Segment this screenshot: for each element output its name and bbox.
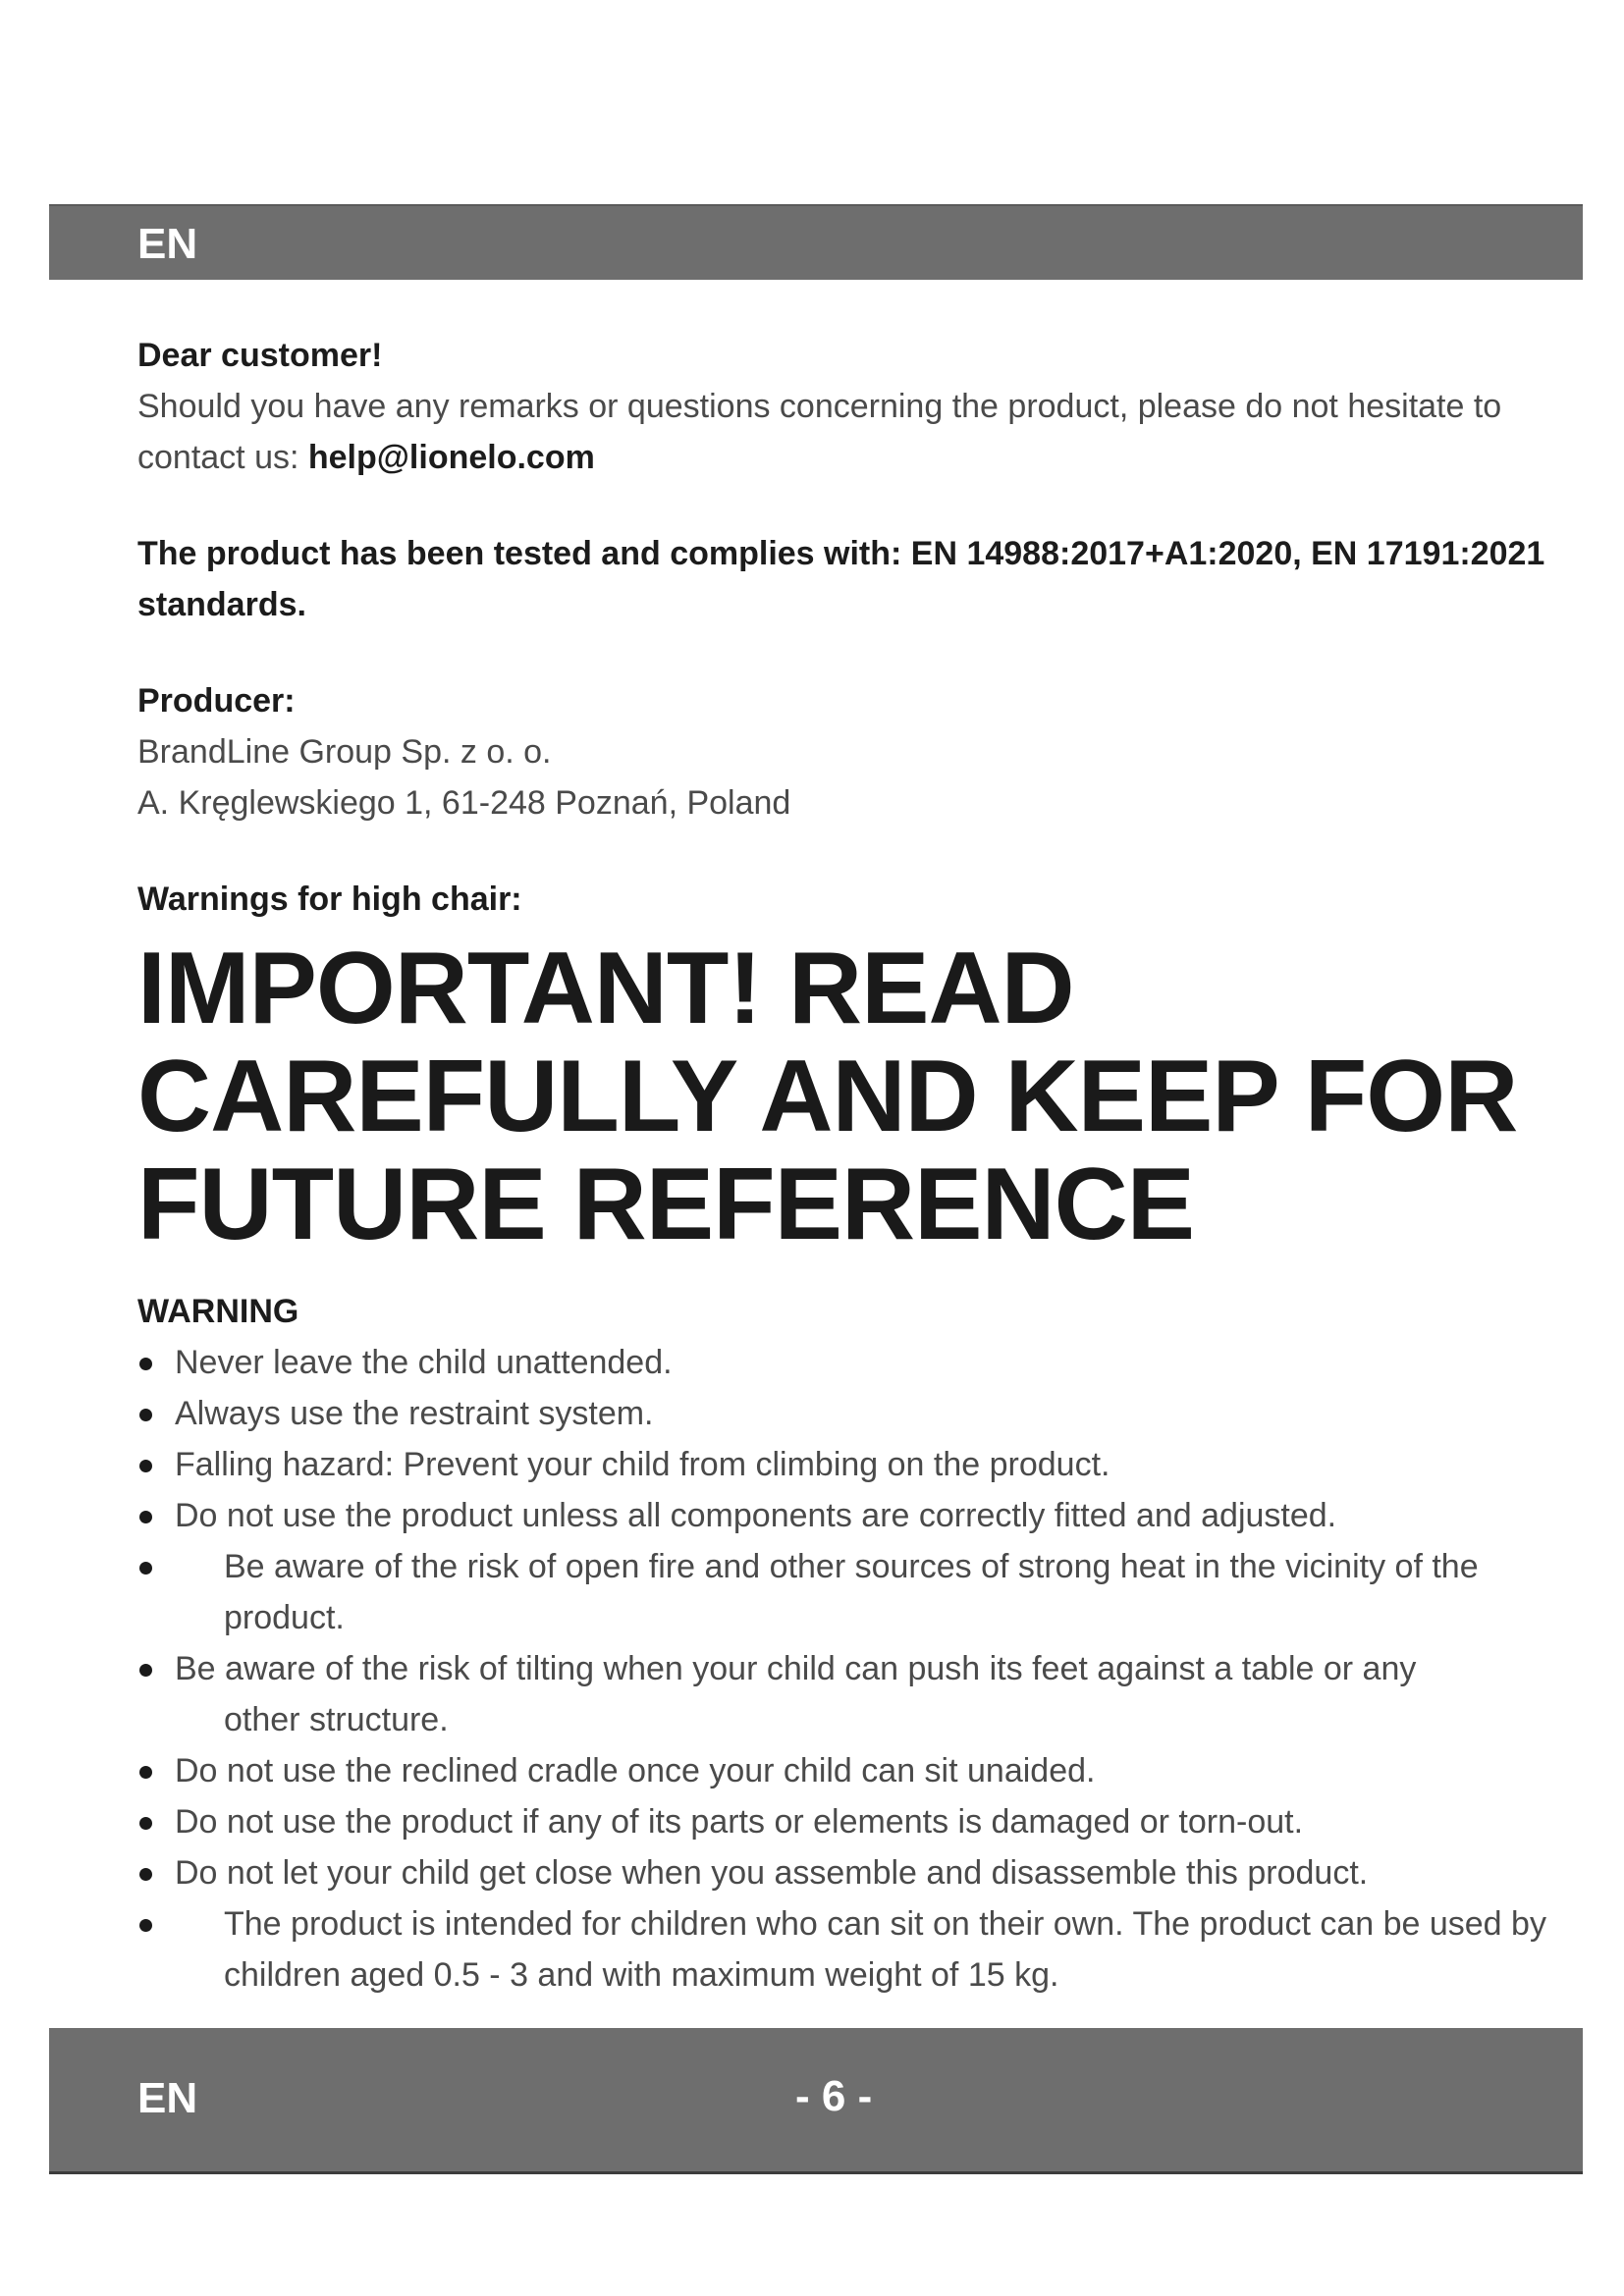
bullet-icon — [139, 1562, 152, 1575]
list-item — [137, 1796, 1551, 1847]
list-item-text: Do not let your child get close when you assemble and disassemble this product. — [175, 1854, 1369, 1892]
bullet-icon — [139, 1919, 152, 1932]
compliance-statement: The product has been tested and complies with: EN 14988:2017+A1:2020, EN 17191:2021 standards. — [137, 535, 1545, 623]
language-label: EN — [137, 220, 198, 268]
list-item — [137, 1847, 1551, 1898]
warning-list — [137, 1337, 1551, 2001]
list-item-text: Never leave the child unattended. — [175, 1344, 673, 1381]
producer-title: Producer: — [137, 682, 296, 720]
list-item-text: Do not use the reclined cradle once your child can sit unaided. — [175, 1752, 1096, 1789]
list-item-text: Falling hazard: Prevent your child from climbing on the product. — [175, 1446, 1110, 1483]
list-item-text: Do not use the product if any of its parts or elements is damaged or torn-out. — [175, 1803, 1304, 1841]
list-item-text: other structure. — [224, 1701, 449, 1738]
footer-language-label: EN — [137, 2074, 198, 2122]
bullet-icon — [139, 1409, 152, 1421]
list-item — [137, 1439, 1551, 1490]
list-item — [137, 1643, 1551, 1745]
warnings-intro: Warnings for high chair: — [137, 881, 522, 918]
bullet-icon — [139, 1664, 152, 1677]
greeting-title: Dear customer! — [137, 337, 383, 374]
bullet-icon — [139, 1766, 152, 1779]
bullet-icon — [139, 1358, 152, 1370]
greeting-text — [137, 381, 1551, 483]
bullet-icon — [139, 1460, 152, 1472]
bullet-icon — [139, 1868, 152, 1881]
headline: IMPORTANT! READ CAREFULLY AND KEEP FOR FUTURE REFERENCE — [137, 932, 1518, 1261]
list-item — [137, 1745, 1551, 1796]
page-content — [137, 330, 1551, 2001]
list-item — [137, 1337, 1551, 1388]
bullet-icon — [139, 1511, 152, 1523]
page-number: - 6 - — [795, 2072, 873, 2120]
warning-title: WARNING — [137, 1293, 299, 1330]
producer-address: A. Kręglewskiego 1, 61-248 Poznań, Poland — [137, 784, 791, 822]
contact-email: help@lionelo.com — [307, 439, 595, 476]
bullet-icon — [139, 1817, 152, 1830]
list-item-text: Always use the restraint system. — [175, 1395, 654, 1432]
list-item-text: Do not use the product unless all components are correctly fitted and adjusted. — [175, 1497, 1337, 1534]
header-bar — [49, 204, 1583, 280]
list-item — [137, 1490, 1551, 1541]
list-item-text: Be aware of the risk of open fire and other sources of strong heat in the vicinity of the product. — [224, 1548, 1479, 1636]
producer-name: BrandLine Group Sp. z o. o. — [137, 733, 552, 771]
greeting-body: Should you have any remarks or questions concerning the product, please do not hesitate to contact us: — [137, 388, 1502, 476]
list-item — [137, 1898, 1551, 2001]
list-item — [137, 1388, 1551, 1439]
list-item — [137, 1541, 1551, 1643]
list-item-text: The product is intended for children who can sit on their own. The product can be used by children aged 0.5 - 3 and with maximum weight of 15 kg. — [224, 1905, 1546, 1994]
list-item-text: Be aware of the risk of tilting when your child can push its feet against a table or any — [175, 1650, 1417, 1687]
footer-bar — [49, 2028, 1583, 2174]
